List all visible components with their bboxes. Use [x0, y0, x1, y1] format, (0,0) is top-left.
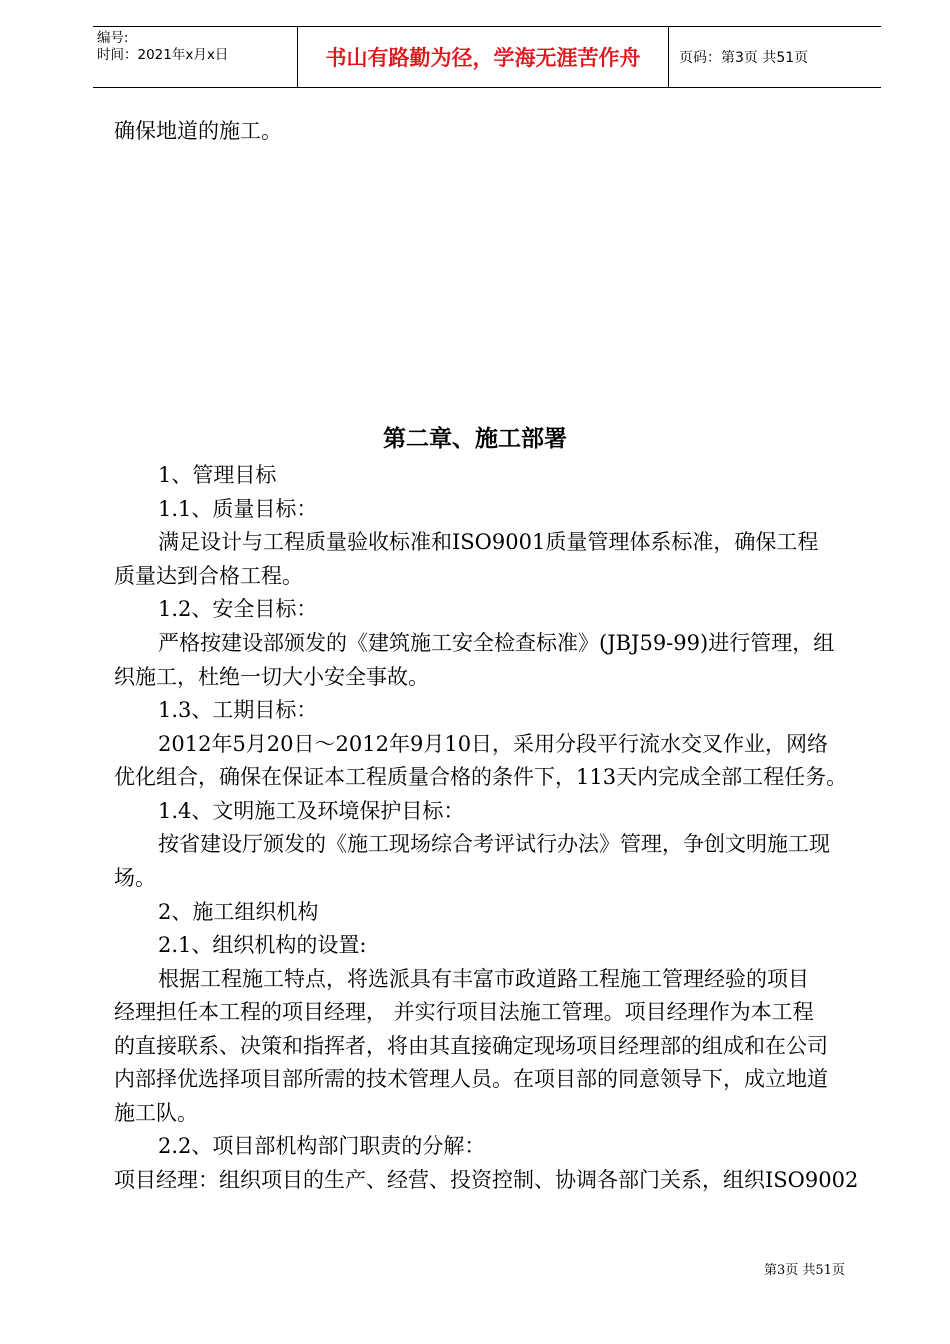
- line-1: 1.1、质量目标：: [158, 497, 318, 521]
- line-8: 2012年5月20日～2012年9月10日，采用分段平行流水交叉作业，网络: [158, 732, 829, 756]
- line-16: 经理担任本工程的项目经理， 并实行项目法施工管理。项目经理作为本工程: [114, 1000, 814, 1024]
- line-15: 根据工程施工特点，将选派具有丰富市政道路工程施工管理经验的项目: [158, 967, 809, 991]
- line-9: 优化组合，确保在保证本工程质量合格的条件下，113天内完成全部工程任务。: [114, 765, 848, 789]
- header-meta: [93, 27, 298, 88]
- code-label: 编号:: [97, 30, 129, 46]
- line-4: 1.2、安全目标：: [158, 597, 318, 621]
- line-3: 质量达到合格工程。: [114, 564, 303, 588]
- line-18: 内部择优选择项目部所需的技术管理人员。在项目部的同意领导下，成立地道: [114, 1067, 828, 1091]
- line-5: 严格按建设部颁发的《建筑施工安全检查标准》(JBJ59-99)进行管理，组: [158, 631, 835, 655]
- page-header: [93, 26, 881, 88]
- header-page-label: 页码：第3页 共51页: [669, 27, 882, 88]
- line-13: 2、施工组织机构: [158, 900, 319, 924]
- line-10: 1.4、文明施工及环境保护目标：: [158, 799, 465, 823]
- page-footer: 第3页 共51页: [764, 1263, 845, 1278]
- line-7: 1.3、工期目标：: [158, 698, 318, 722]
- line-14: 2.1、组织机构的设置:: [158, 933, 367, 957]
- carryover-text: 确保地道的施工。: [114, 119, 282, 143]
- line-17: 的直接联系、决策和指挥者，将由其直接确定现场项目经理部的组成和在公司: [114, 1034, 828, 1058]
- line-2: 满足设计与工程质量验收标准和ISO9001质量管理体系标准，确保工程: [158, 530, 819, 554]
- line-12: 场。: [114, 866, 156, 890]
- header-motto: 书山有路勤为径，学海无涯苦作舟: [298, 27, 669, 88]
- chapter-title: 第二章、施工部署: [383, 426, 567, 452]
- line-11: 按省建设厅颁发的《施工现场综合考评试行办法》管理，争创文明施工现: [158, 832, 830, 856]
- line-6: 织施工，杜绝一切大小安全事故。: [114, 665, 429, 689]
- line-20: 2.2、项目部机构部门职责的分解：: [158, 1134, 486, 1158]
- line-21: 项目经理：组织项目的生产、经营、投资控制、协调各部门关系，组织ISO9002: [114, 1168, 859, 1192]
- time-label: 时间：2021年x月x日: [97, 47, 229, 63]
- line-0: 1、管理目标: [158, 463, 277, 487]
- line-19: 施工队。: [114, 1101, 198, 1125]
